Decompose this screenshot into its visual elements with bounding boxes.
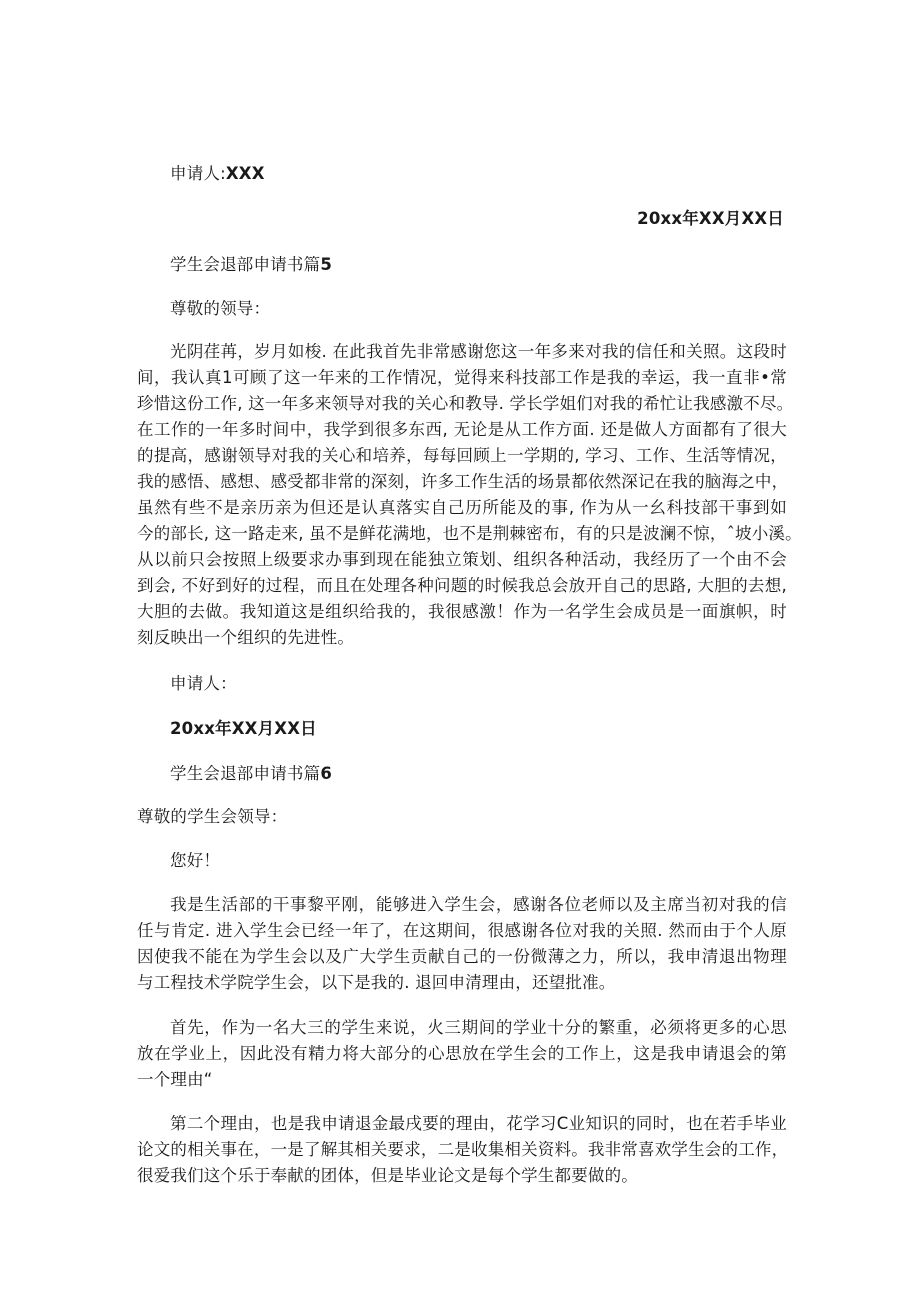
paragraph-line: 首先，作为一名大三的学生来说，火三期间的学业十分的繁重，必须将更多的心思 xyxy=(170,1018,787,1037)
paragraph-line: 珍惜这份工作, 这一年多来领导对我的关心和教导. 学长学姐们对我的希忙让我感激不尽。 xyxy=(137,394,794,413)
section-title-number: 5 xyxy=(320,255,332,274)
paragraph-line: 刻反映出一个组织的先进性。 xyxy=(137,628,355,647)
paragraph-line: 大胆的去做。我知道这是组织给我的，我很感激！作为一名学生会成员是一面旗帜，时 xyxy=(137,602,787,621)
section-title-number: 6 xyxy=(320,764,332,783)
section-title xyxy=(170,762,332,786)
greeting: 您好！ xyxy=(170,851,221,870)
applicant-line xyxy=(170,162,265,186)
paragraph-line: 与工程技术学院学生会，以下是我的. 退回申清理由，还望批准。 xyxy=(137,973,616,992)
applicant-label: 申请人： xyxy=(170,674,237,693)
paragraph-line: 任与肯定. 进入学生会已经一年了，在这期间，很感谢各位对我的关照. 然而由于个人原 xyxy=(137,921,787,940)
paragraph-line: 到会, 不好到好的过程，而且在处理各种问题的时候我总会放开自己的思路, 大胆的去想, xyxy=(137,576,787,595)
paragraph-line: 在工作的一年多时间中，我学到很多东西, 无论是从工作方面. 还是做人方面都有了很大 xyxy=(137,420,787,439)
paragraph-line: 我的感悟、感想、感受都非常的深刻，许多工作生活的场景都依然深记在我的脑海之中， xyxy=(137,472,789,491)
paragraph-line: 因使我不能在为学生会以及广大学生贡献自己的一份微薄之力，所以，我申清退出物理 xyxy=(137,947,787,966)
section-title xyxy=(170,253,332,277)
paragraph-line: 我是生活部的干事黎平刚，能够进入学生会，感谢各位老师以及主席当初对我的信 xyxy=(170,895,787,914)
paragraph-line: 今的部长, 这一路走来, 虽不是鲜花满地，也不是荆棘密布，有的只是波澜不惊，ˆ坡小溪。 xyxy=(137,524,802,543)
paragraph-line: 虽然有些不是亲历亲为但还是认真落实自己历所能及的事, 作为从一幺科技部干事到如 xyxy=(137,498,787,517)
salutation: 尊敬的领导： xyxy=(170,299,271,318)
paragraph-line: 的提高，感谢领导对我的关心和培养，每每回顾上一学期的, 学习、工作、生活等情况， xyxy=(137,446,787,465)
signature-date: 20xx年XX月XX日 xyxy=(637,209,784,228)
paragraph-line: 论文的相关事在，一是了解其相关要求，二是收集相关资料。我非常喜欢学生会的工作， xyxy=(137,1140,789,1159)
paragraph-line: 第二个理由，也是我申请退金最戌要的理由，花学习C业知识的同时，也在若手毕业 xyxy=(170,1114,787,1133)
paragraph-line: 光阴荏苒，岁月如梭. 在此我首先非常感谢您这一年多来对我的信任和关照。这段时 xyxy=(170,342,787,361)
paragraph-line: 从以前只会按照上级要求办事到现在能独立策划、组织各种活动，我经历了一个由不会 xyxy=(137,550,787,569)
paragraph-line: 间，我认真1可顾了这一年来的工作情况，觉得来科技部工作是我的幸运，我一直非•常 xyxy=(137,368,787,387)
paragraph-line: 一个理由“ xyxy=(137,1070,213,1089)
salutation: 尊敬的学生会领导： xyxy=(137,807,288,826)
section-title-text: 学生会退部申请书篇 xyxy=(170,764,321,783)
applicant-label: 申请人: xyxy=(170,164,226,183)
paragraph-line: 很爱我们这个乐于奉献的团体，但是毕业论文是每个学生都要做的。 xyxy=(137,1166,638,1185)
paragraph-line: 放在学业上，因此没有精力将大部分的心思放在学生会的工作上，这是我申请退会的第 xyxy=(137,1044,787,1063)
applicant-name: XXX xyxy=(225,164,265,183)
section-title-text: 学生会退部申请书篇 xyxy=(170,255,321,274)
signature-date: 20xx年XX月XX日 xyxy=(170,719,317,738)
